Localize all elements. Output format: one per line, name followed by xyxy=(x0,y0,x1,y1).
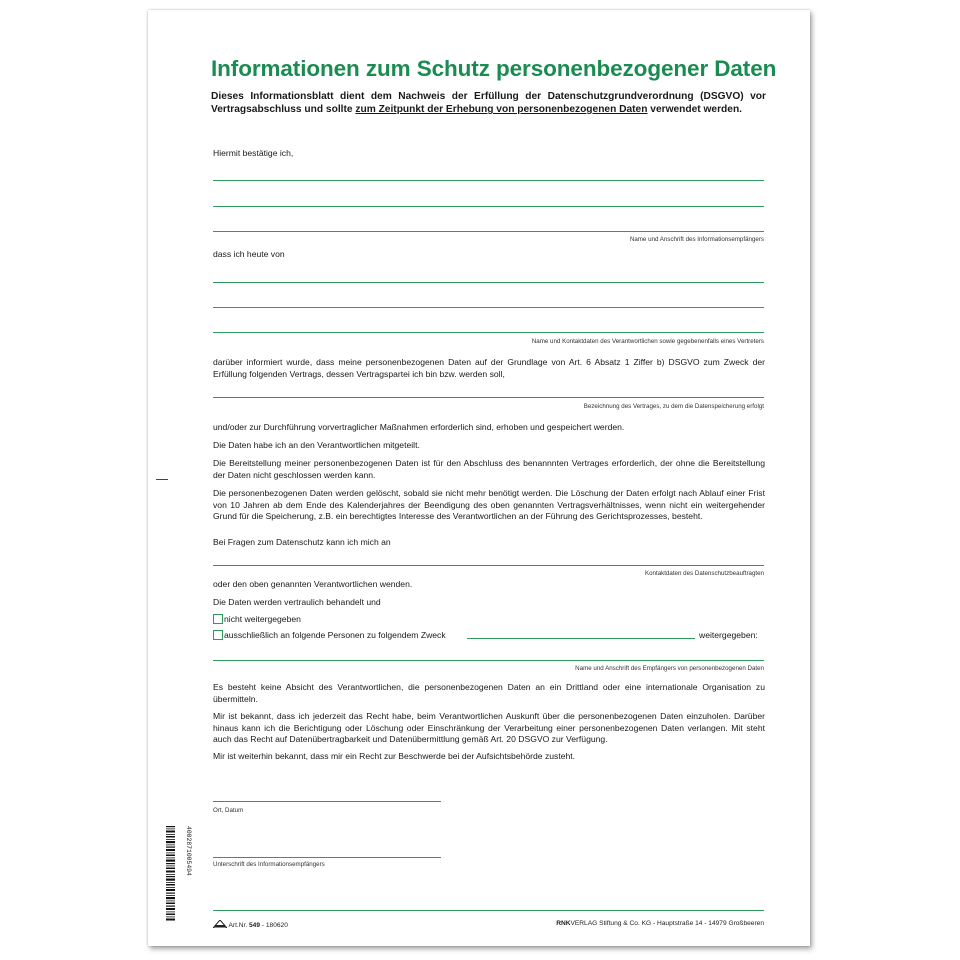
barcode-digits: 4002871005494 xyxy=(185,826,192,876)
footer-publisher-bold: RNK xyxy=(556,920,571,927)
intro-text-part2: verwendet werden. xyxy=(647,104,743,115)
intro-text-underlined: zum Zeitpunkt der Erhebung von personenbezogenen Daten xyxy=(355,104,648,115)
informed-text: darüber informiert wurde, dass meine personenbezogenen Daten auf der Grundlage von Art. 6 Absatz 1 Ziffer b) DSGVO zum Zweck der Erfüllung folgenden Vertrags, dessen Vertragspartei ich bin bzw. werden soll, xyxy=(213,357,765,379)
para-questions: Bei Fragen zum Datenschutz kann ich mich an xyxy=(213,537,391,547)
publisher-logo-icon xyxy=(213,920,227,928)
place-date-line[interactable] xyxy=(213,801,441,802)
footer-art-prefix: Art.Nr. xyxy=(228,922,248,929)
controller-line-2[interactable] xyxy=(213,307,764,308)
caption-dpo: Kontaktdaten des Datenschutzbeauftragten xyxy=(644,570,764,577)
footer-rule xyxy=(213,910,764,911)
para-rights: Mir ist bekannt, dass ich jederzeit das Recht habe, beim Verantwortlichen Auskunft über die personenbezogenen Daten einzuholen. Darüber hinaus kann ich die Berichtigung oder Löschung oder Einschränkung der Verarbeitung einer personenbezogenen Daten verlangen. Mit steht auch das Recht auf Datenübertragbarkeit und Datenübermittlung gemäß Art. 20 DSGVO zur Verfügung. xyxy=(213,711,765,745)
recipient-line-3[interactable] xyxy=(213,231,764,232)
intro-text-part1: Dieses Informationsblatt dient dem Nachweis der Erfüllung der Datenschutzgrundverordnung (DSGVO) vor Vertragsabschluss und sollte xyxy=(211,91,766,115)
controller-line-1[interactable] xyxy=(213,282,764,283)
form-title: Informationen zum Schutz personenbezogener Daten xyxy=(211,56,777,81)
para-or: oder den oben genannten Verantwortlichen wenden. xyxy=(213,579,413,589)
checkbox-shared-with-label: ausschließlich an folgende Personen zu folgendem Zweck xyxy=(224,630,446,640)
para-shared: Die Daten habe ich an den Verantwortlichen mitgeteilt. xyxy=(213,440,420,450)
para-third-country: Es besteht keine Absicht des Verantwortlichen, die personenbezogenen Daten an ein Drittland oder eine internationale Organisation zu übermitteln. xyxy=(213,682,765,704)
purpose-line[interactable] xyxy=(467,638,695,639)
para-complaint: Mir ist weiterhin bekannt, dass mir ein Recht zur Beschwerde bei der Aufsichtsbehörde zusteht. xyxy=(213,751,576,761)
footer-publisher-rest: VERLAG Stiftung & Co. KG - Hauptstraße 14 - 14979 Großbeeren xyxy=(570,920,764,927)
intro-text xyxy=(211,90,766,116)
para-deletion: Die personenbezogenen Daten werden gelöscht, sobald sie nicht mehr benötigt werden. Die Löschung der Daten erfolgt nach Ablauf einer Frist von 10 Jahren ab dem Ende des Kalenderjahres der Beendigung des oben genannten Vertragsverhältnisses, wenn nicht ein weitergehender Grund für die Speicherung, z.B. ein berechtigtes Interesse des Verantwortlichen an der Führung des Gerichtsprozesses, besteht. xyxy=(213,488,765,522)
para-confidential: Die Daten werden vertraulich behandelt und xyxy=(213,597,381,607)
place-date-label: Ort, Datum xyxy=(213,807,244,814)
para-precontract: und/oder zur Durchführung vorvertraglicher Maßnahmen erforderlich sind, erhoben und gespeichert werden. xyxy=(213,422,625,432)
caption-recipient-data: Name und Anschrift des Empfängers von personenbezogenen Daten xyxy=(575,665,764,672)
confirm-label: Hiermit bestätige ich, xyxy=(213,148,294,158)
recipient-data-line[interactable] xyxy=(213,660,764,661)
para-provision: Die Bereitstellung meiner personenbezogenen Daten ist für den Abschluss des benannnten Vertrages erforderlich, der ohne die Bereitstellung der Daten nicht geschlossen werden kann. xyxy=(213,458,765,480)
checkbox-shared-with-suffix: weitergegeben: xyxy=(699,630,758,640)
caption-recipient: Name und Anschrift des Informationsempfängers xyxy=(629,236,764,243)
checkbox-shared-with[interactable] xyxy=(213,630,223,640)
caption-controller: Name und Kontaktdaten des Verantwortlichen sowie gegebenenfalls eines Vertreters xyxy=(531,338,764,345)
footer-article xyxy=(213,920,288,929)
footer-art-code: - 180620 xyxy=(261,922,288,929)
from-label: dass ich heute von xyxy=(213,249,285,259)
checkbox-not-shared-label: nicht weitergegeben xyxy=(224,614,301,624)
signature-line[interactable] xyxy=(213,857,441,858)
footer-publisher xyxy=(556,920,764,927)
fold-mark xyxy=(156,479,168,480)
contract-line[interactable] xyxy=(213,397,764,398)
recipient-line-2[interactable] xyxy=(213,206,764,207)
barcode-icon xyxy=(166,826,182,923)
caption-contract: Bezeichnung des Vertrages, zu dem die Datenspeicherung erfolgt xyxy=(583,403,764,410)
controller-line-3[interactable] xyxy=(213,332,764,333)
dpo-line[interactable] xyxy=(213,565,764,566)
recipient-line-1[interactable] xyxy=(213,180,764,181)
checkbox-not-shared[interactable] xyxy=(213,614,223,624)
footer-art-number: 549 xyxy=(249,922,261,929)
signature-label: Unterschrift des Informationsempfängers xyxy=(213,861,325,868)
barcode xyxy=(166,826,192,923)
